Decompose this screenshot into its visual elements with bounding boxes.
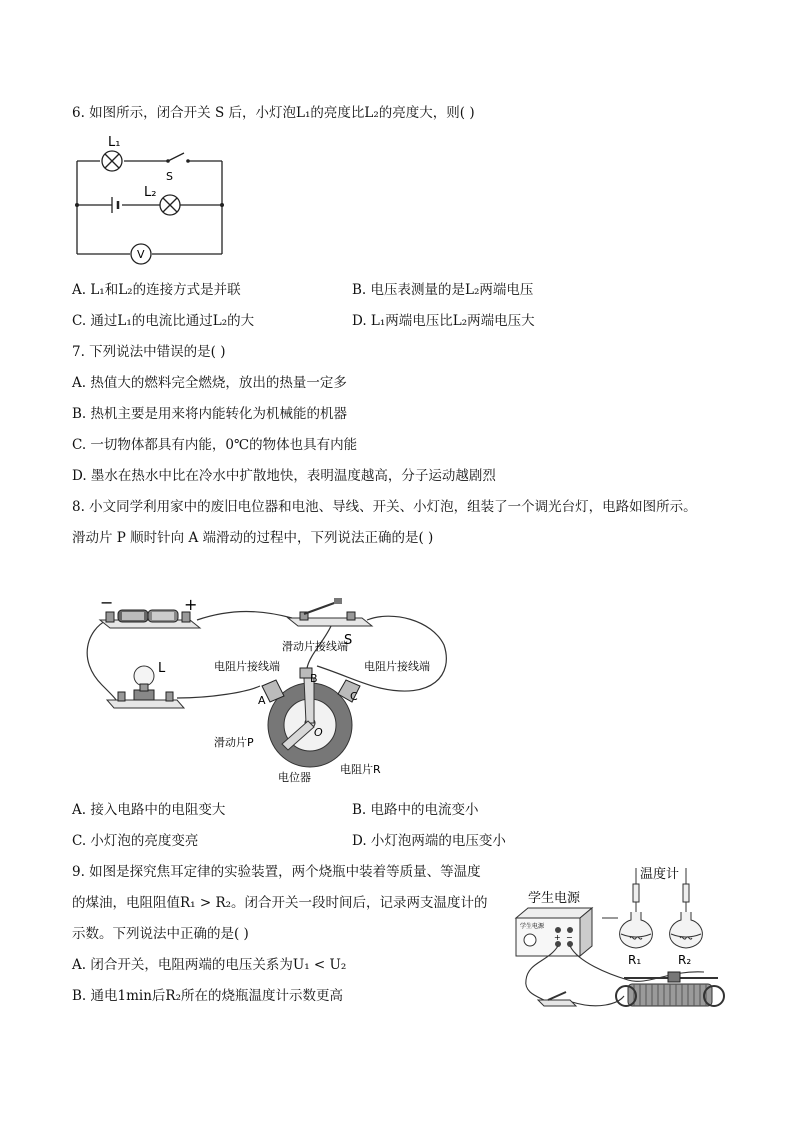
q8-label-a: A: [258, 694, 266, 707]
q7-option-a: A. 热值大的燃料完全燃烧，放出的热量一定多: [72, 375, 347, 391]
q6-label-s: S: [166, 170, 173, 183]
q6-option-a: A. L₁和L₂的连接方式是并联: [72, 282, 241, 298]
q6-label-l1: L₁: [108, 135, 121, 150]
q8-label-s: S: [344, 633, 353, 648]
q9-stem-line1: 9. 如图是探究焦耳定律的实验装置，两个烧瓶中装着等质量、等温度: [72, 864, 481, 880]
q8-battery-minus: −: [100, 593, 114, 612]
q7-option-c: C. 一切物体都具有内能，0℃的物体也具有内能: [72, 437, 358, 453]
q9-label-r2: R₂: [678, 953, 692, 967]
q9-option-b: B. 通电1min后R₂所在的烧瓶温度计示数更高: [72, 988, 343, 1004]
q6-label-v: V: [137, 248, 145, 261]
q8-label-l: L: [158, 661, 166, 676]
q8-label-resistor-terminal-left: 电阻片接线端: [214, 660, 280, 673]
q6-circuit-figure: [60, 128, 240, 268]
q9-stem-line3: 示数。下列说法中正确的是( ): [72, 926, 249, 942]
q9-label-power-supply: 学生电源: [528, 891, 581, 906]
q9-label-minus: −: [566, 933, 573, 942]
q8-label-resistor-terminal-right: 电阻片接线端: [364, 660, 430, 673]
q8-label-c: C: [350, 690, 358, 703]
q8-stem-line1: 8. 小文同学利用家中的废旧电位器和电池、导线、开关、小灯泡，组装了一个调光台灯，电路如图所示。: [72, 499, 697, 515]
q9-label-plus: +: [554, 933, 561, 942]
q8-label-resistor-r: 电阻片R: [340, 763, 381, 776]
q8-label-slider-p: 滑动片P: [214, 736, 254, 749]
q8-label-b: B: [310, 672, 318, 685]
q9-label-thermometer: 温度计: [640, 867, 680, 882]
q9-stem-line2: 的煤油，电阻阻值R₁ > R₂。闭合开关一段时间后，记录两支温度计的: [72, 895, 488, 911]
q9-option-a: A. 闭合开关，电阻两端的电压关系为U₁ < U₂: [72, 957, 347, 973]
q9-label-r1: R₁: [628, 953, 642, 967]
q8-label-potentiometer: 电位器: [278, 771, 311, 784]
knife-switch: [288, 598, 372, 626]
q6-option-b: B. 电压表测量的是L₂两端电压: [352, 282, 534, 298]
q8-label-o: O: [314, 726, 323, 739]
q7-option-b: B. 热机主要是用来将内能转化为机械能的机器: [72, 406, 348, 422]
q8-option-c: C. 小灯泡的亮度变亮: [72, 833, 199, 849]
q8-option-a: A. 接入电路中的电阻变大: [72, 802, 226, 818]
q8-dimmer-circuit-figure: [62, 590, 462, 790]
q9-label-power-panel: 学生电源: [520, 923, 545, 930]
q6-option-c: C. 通过L₁的电流比通过L₂的大: [72, 313, 255, 329]
q8-option-d: D. 小灯泡两端的电压变小: [352, 833, 506, 849]
q7-stem: 7. 下列说法中错误的是( ): [72, 344, 226, 360]
q8-stem-line2: 滑动片 P 顺时针向 A 端滑动的过程中，下列说法正确的是( ): [72, 530, 434, 546]
q9-joule-law-apparatus-figure: [508, 862, 738, 1022]
q8-label-slider-terminal: 滑动片接线端: [282, 640, 348, 653]
power-supply-box: [516, 908, 592, 956]
q9-switch: [538, 992, 576, 1006]
q8-battery-plus: +: [184, 595, 198, 614]
lamp-on-stand: [107, 666, 184, 708]
q6-option-d: D. L₁两端电压比L₂两端电压大: [352, 313, 535, 329]
q6-label-l2: L₂: [144, 185, 157, 200]
q7-option-d: D. 墨水在热水中比在冷水中扩散地快，表明温度越高，分子运动越剧烈: [72, 468, 496, 484]
q6-stem: 6. 如图所示，闭合开关 S 后，小灯泡L₁的亮度比L₂的亮度大，则( ): [72, 105, 475, 121]
q8-option-b: B. 电路中的电流变小: [352, 802, 479, 818]
q9-rheostat: [616, 972, 724, 1006]
